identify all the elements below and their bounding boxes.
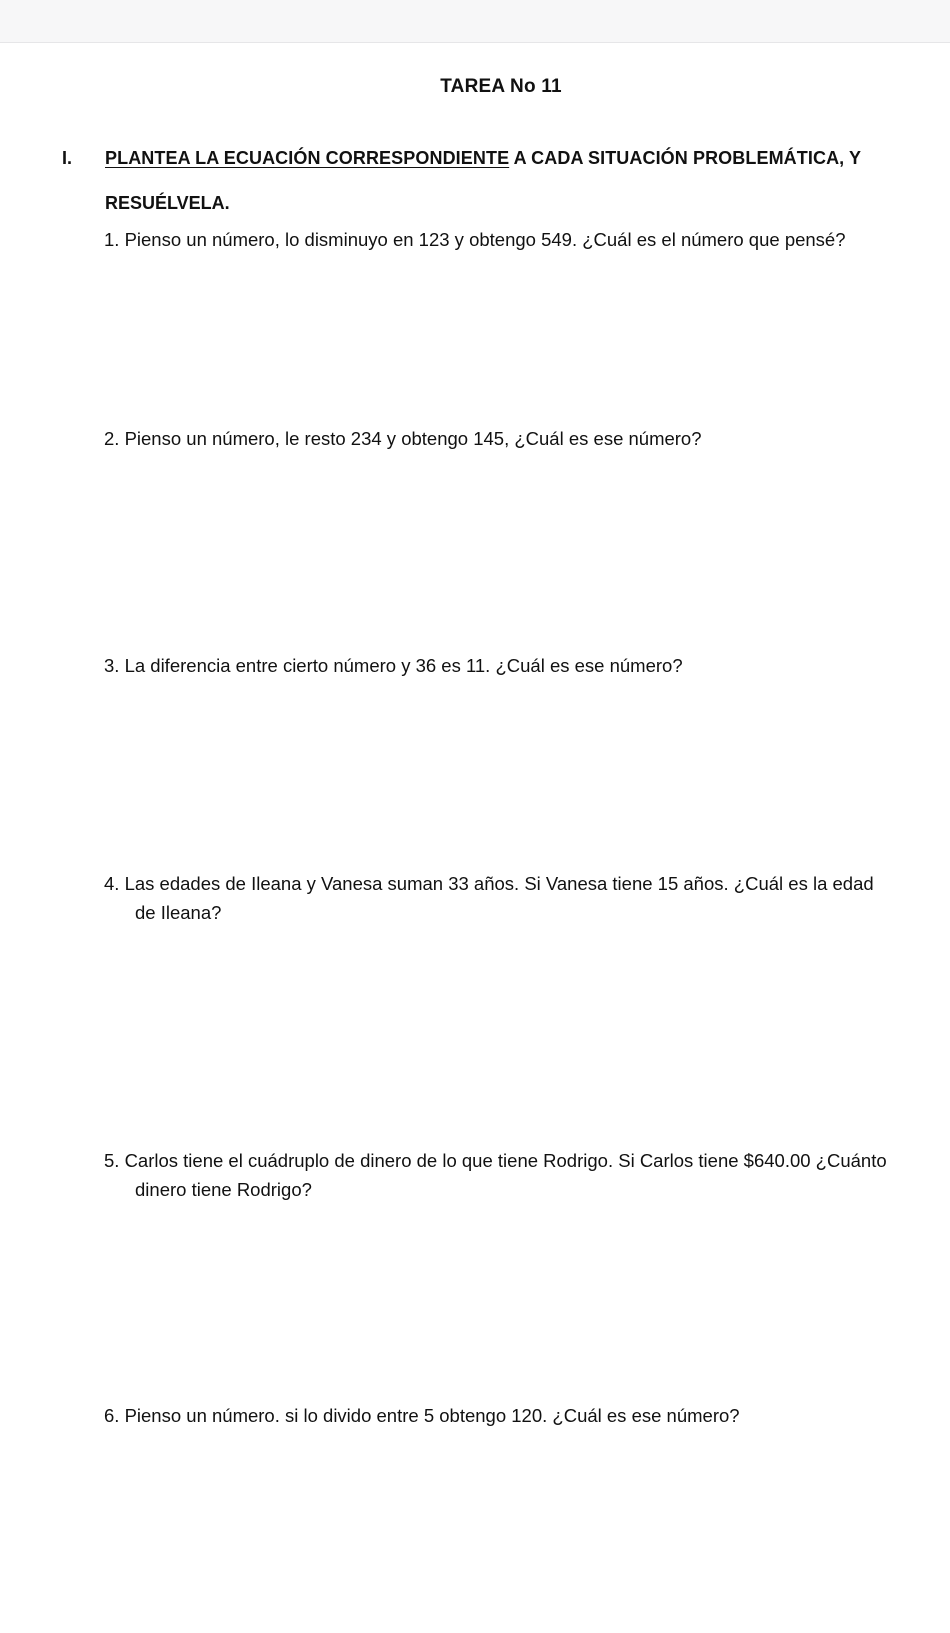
problem-6	[104, 1401, 740, 1430]
section-instruction	[105, 148, 861, 169]
section-instruction-underlined: PLANTEA LA ECUACIÓN CORRESPONDIENTE	[105, 148, 510, 168]
problem-3	[104, 651, 683, 680]
problem-1-text: 1. Pienso un número, lo disminuyo en 123 y obtengo 549. ¿Cuál es el número que pensé?	[104, 229, 846, 250]
problem-5	[104, 1146, 887, 1204]
page-title: TAREA No 11	[440, 76, 562, 97]
document-page	[0, 43, 950, 1633]
problem-3-text: 3. La diferencia entre cierto número y 36 es 11. ¿Cuál es ese número?	[104, 655, 683, 676]
section-number: I.	[62, 148, 73, 168]
viewer-top-bar	[0, 0, 950, 43]
problem-6-text: 6. Pienso un número. si lo divido entre 5 obtengo 120. ¿Cuál es ese número?	[104, 1405, 740, 1426]
problem-2	[104, 424, 702, 453]
problem-4-text: 4. Las edades de Ileana y Vanesa suman 33 años. Si Vanesa tiene 15 años. ¿Cuál es la edad	[104, 873, 874, 894]
problem-1	[104, 225, 846, 254]
problem-2-text: 2. Pienso un número, le resto 234 y obtengo 145, ¿Cuál es ese número?	[104, 428, 702, 449]
problem-5-text-cont: dinero tiene Rodrigo?	[135, 1179, 312, 1200]
problem-4-text-cont: de Ileana?	[135, 902, 222, 923]
problem-4	[104, 869, 874, 927]
section-instruction-line2: RESUÉLVELA.	[105, 193, 230, 213]
problem-5-text: 5. Carlos tiene el cuádruplo de dinero de lo que tiene Rodrigo. Si Carlos tiene $640.00 ¿Cuánto	[104, 1150, 887, 1171]
section-instruction-rest: A CADA SITUACIÓN PROBLEMÁTICA, Y	[509, 148, 862, 168]
